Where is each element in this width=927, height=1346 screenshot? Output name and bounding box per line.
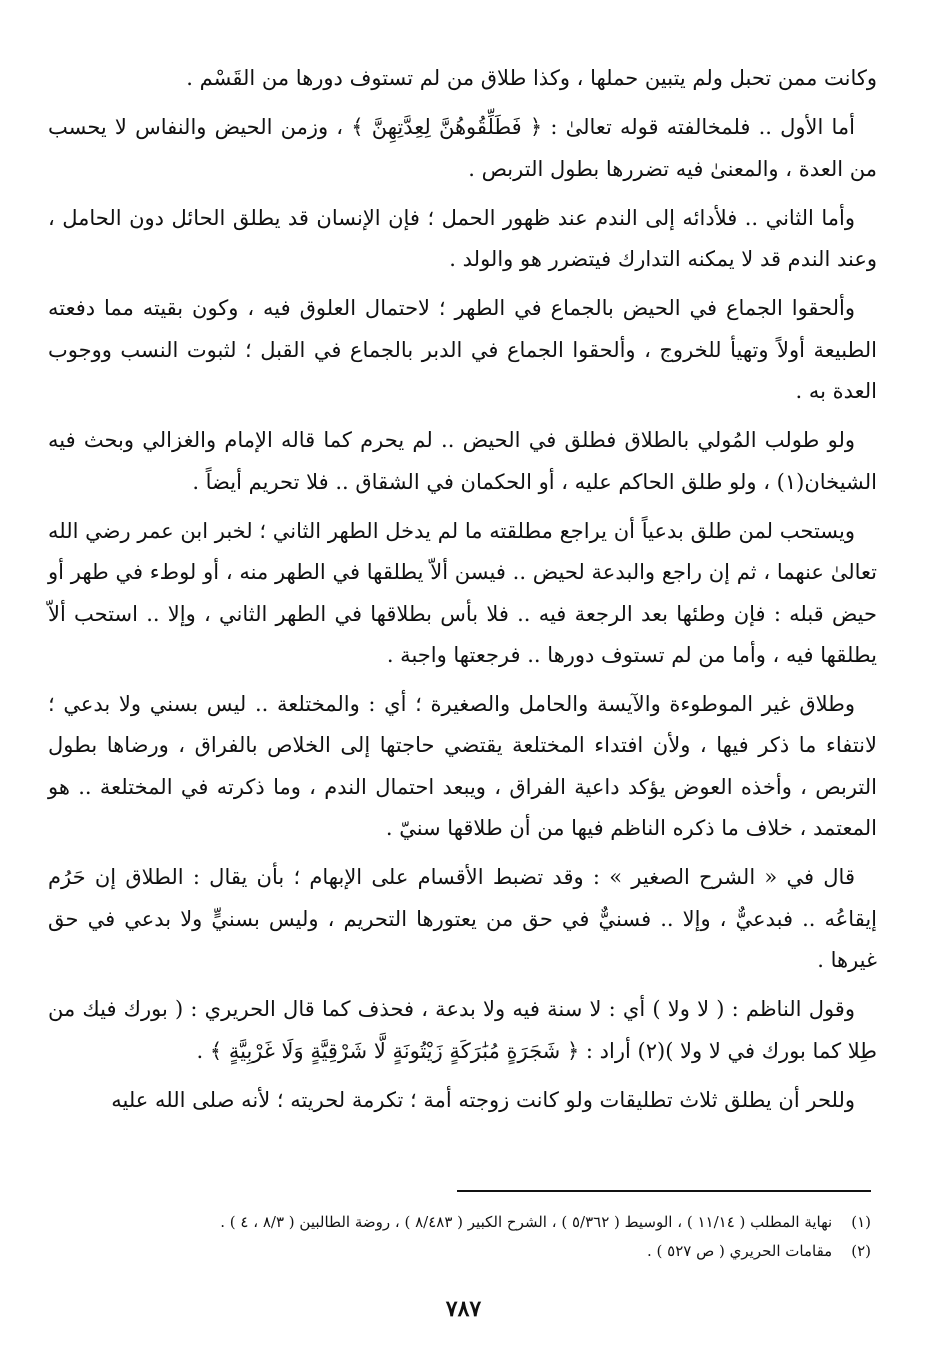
page-number: ٧٨٧	[445, 1296, 482, 1322]
paragraph: ولو طولب المُولي بالطلاق فطلق في الحيض .. لم يحرم كما قاله الإمام والغزالي وبحث فيه الشيخان(١) ، ولو طلق الحاكم عليه ، أو الحكمان في الشقاق .. فلا تحريم أيضاً .	[48, 428, 877, 494]
main-text	[48, 58, 877, 1121]
paragraph: وألحقوا الجماع في الحيض بالجماع في الطهر ؛ لاحتمال العلوق فيه ، وكون بقيته مما دفعته الطبيعة أولاً وتهيأ للخروج ، وألحقوا الجماع في الدبر بالجماع في القبل ؛ لثبوت النسب ووجوب العدة به .	[48, 296, 877, 404]
paragraph: وكانت ممن تحبل ولم يتبين حملها ، وكذا طلاق من لم تستوف دورها من القَسْم .	[186, 66, 877, 90]
footnotes	[51, 1208, 871, 1266]
footnote-text: مقامات الحريري ( ص ٥٢٧ ) .	[647, 1242, 833, 1260]
footnote-number: (١)	[851, 1213, 871, 1231]
footnote-divider	[457, 1190, 871, 1192]
footnote-2	[51, 1237, 871, 1266]
footnote-1	[51, 1208, 871, 1237]
paragraph: وطلاق غير الموطوءة والآيسة والحامل والصغيرة ؛ أي : والمختلعة .. ليس بسني ولا بدعي ؛ لانتفاء ما ذكر فيها ، ولأن افتداء المختلعة يقتضي حاجتها إلى الخلاص بالفراق ، ورضاها بطول التربص ، وأخذه العوض يؤكد داعية الفراق ، ويبعد احتمال الندم ، وما ذكرته في المختلعة .. هو المعتمد ، خلاف ما ذكره الناظم فيها من أن طلاقها سنيّ .	[48, 692, 877, 841]
paragraph: وللحر أن يطلق ثلاث تطليقات ولو كانت زوجته أمة ؛ تكرمة لحريته ؛ لأنه صلى الله عليه	[111, 1087, 855, 1112]
paragraph: ويستحب لمن طلق بدعياً أن يراجع مطلقته ما لم يدخل الطهر الثاني ؛ لخبر ابن عمر رضي الله تعالىٰ عنهما ، ثم إن راجع والبدعة لحيض .. فيسن ألاّ يطلقها في الطهر منه ، أو لوطء في طهر أو حيض قبله : فإن وطئها بعد الرجعة فيه .. فلا بأس بطلاقها في الطهر الثاني ، وإلا .. استحب ألاّ يطلقها فيه ، وأما من لم تستوف دورها .. فرجعتها واجبة .	[48, 518, 877, 667]
paragraph: قال في « الشرح الصغير » : وقد تضبط الأقسام على الإبهام ؛ بأن يقال : الطلاق إن حَرُم إيقاعُه .. فبدعيٌّ ، وإلا .. فسنيٌّ في حق من يعتورها التحريم ، وليس بسنيٍّ ولا بدعي في حق غيرها .	[48, 865, 877, 972]
paragraph: أما الأول .. فلمخالفته قوله تعالىٰ : ﴿ فَطَلِّقُوهُنَّ لِعِدَّتِهِنَّ ﴾ ، وزمن الحيض والنفاس لا يحسب من العدة ، والمعنىٰ فيه تضررها بطول التربص .	[48, 115, 877, 181]
paragraph: وأما الثاني .. فلأدائه إلى الندم عند ظهور الحمل ؛ فإن الإنسان قد يطلق الحائل دون الحامل ، وعند الندم قد لا يمكنه التدارك فيتضرر هو والولد .	[48, 205, 877, 272]
footnote-number: (٢)	[851, 1242, 871, 1260]
paragraph: وقول الناظم : ( لا ولا ) أي : لا سنة فيه ولا بدعة ، فحذف كما قال الحريري : ( بورك فيك من طِلا كما بورك في لا ولا )(٢) أراد : ﴿ شَجَرَةٍ مُبَٰرَكَةٍ زَيْتُونَةٍ لَّا شَرْقِيَّةٍ وَلَا غَرْبِيَّةٍ ﴾ .	[48, 997, 877, 1063]
footnote-text: نهاية المطلب ( ١١/١٤ ) ، الوسيط ( ٥/٣٦٢ ) ، الشرح الكبير ( ٨/٤٨٣ ) ، روضة الطالبين ( ٨/٣ ، ٤ ) .	[220, 1213, 833, 1231]
